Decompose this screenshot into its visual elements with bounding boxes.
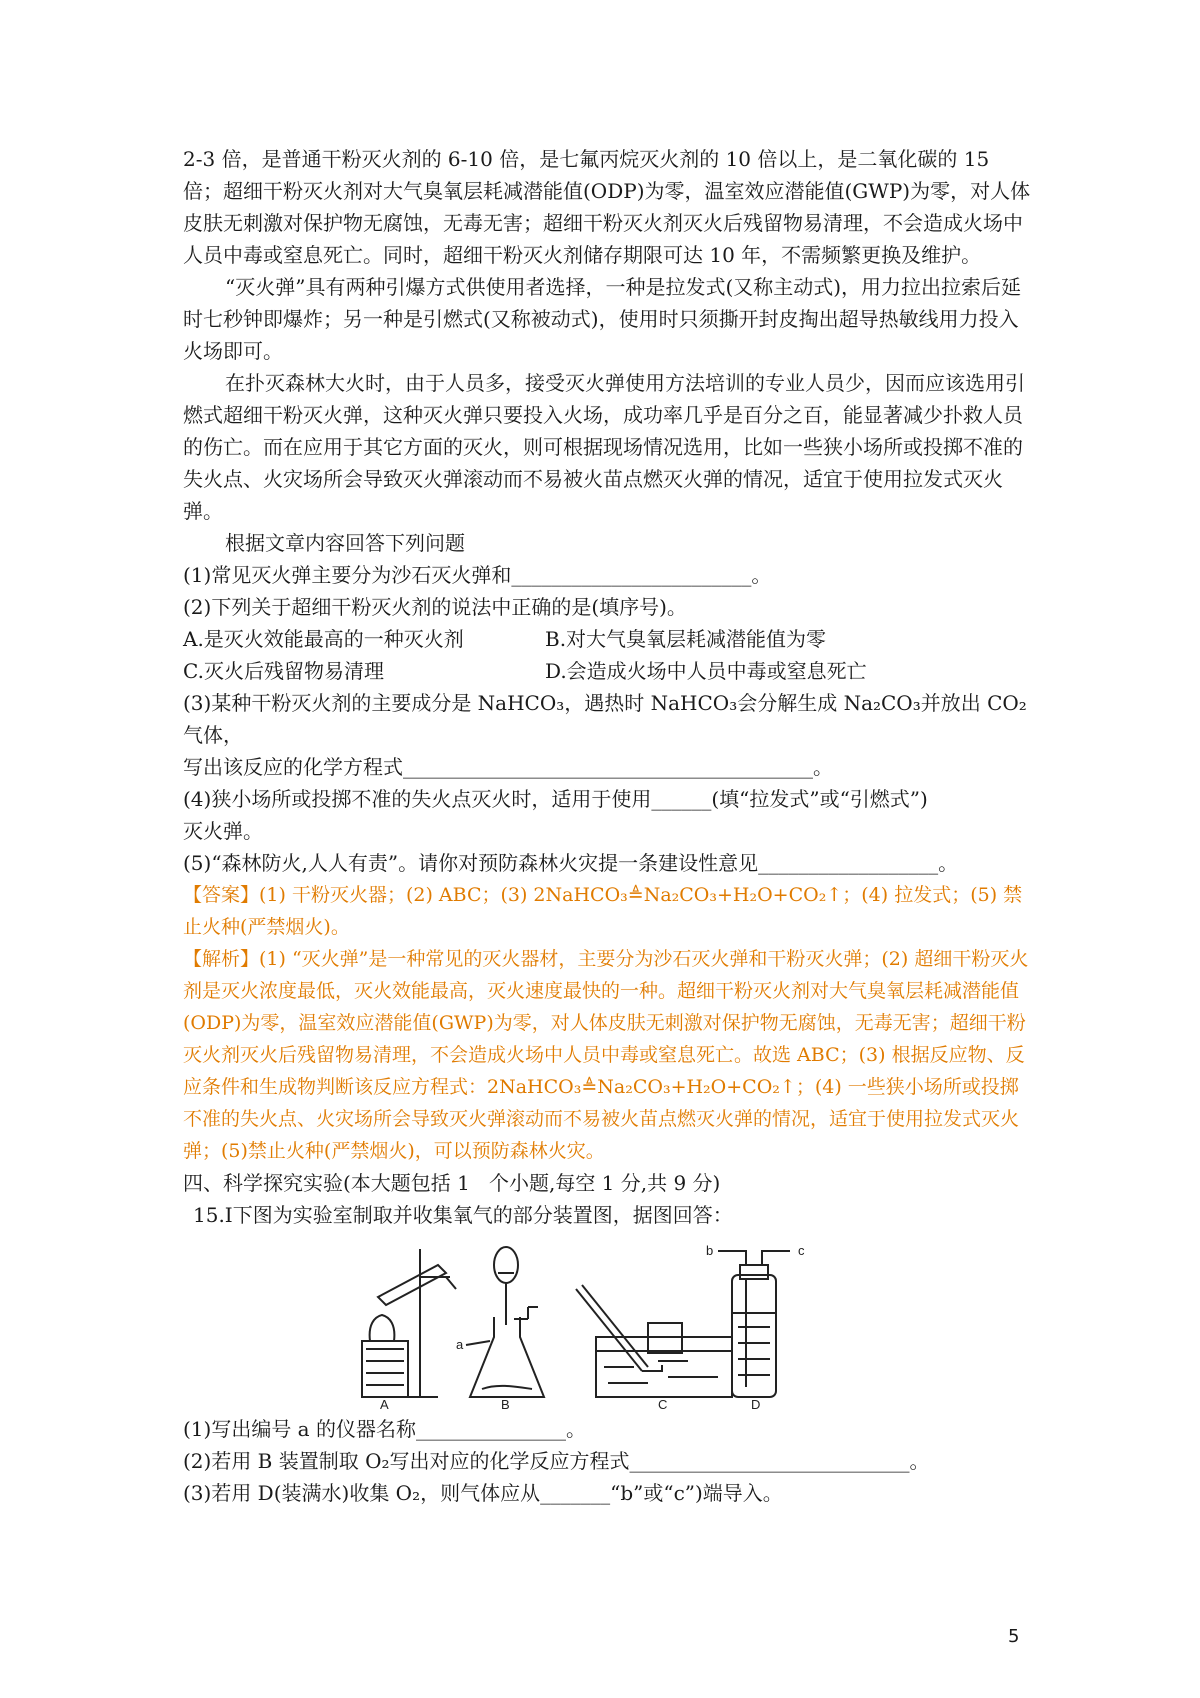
question-14-4-line1: (4)狭小场所或投掷不准的失火点灭火时，适用于使用______(填“拉发式”或“引燃式”) (183, 787, 928, 811)
option-a: A.是灭火效能最高的一种灭火剂 (183, 627, 464, 651)
option-b: B.对大气臭氧层耗减潜能值为零 (545, 627, 827, 651)
label-d-apparatus: D (751, 1397, 761, 1409)
analysis-block: 【解析】(1) “灭火弹”是一种常见的灭火器材，主要分为沙石灭火弹和干粉灭火弹；(2) 超细干粉灭火剂是灭火浓度最低，灭火效能最高，灭火速度最快的一种。超细干粉灭火剂对大气臭氧层耗减潜能值(ODP)为零，温室效应潜能值(GWP)为零，对人体皮肤无刺激对保护物无腐蚀，无毒无害；超细干粉灭火剂灭火后残留物易清理，不会造成火场中人员中毒或窒息死亡。故选 ABC；(3) 根据反应物、反应条件和生成物判断该反应方程式：2NaHCO₃≜Na₂CO₃+H₂O+CO₂↑；(4) 一些狭小场所或投掷不准的失火点、火灾场所会导致灭火弹滚动而不易被火苗点燃灭火弹的情况，适宜于使用拉发式灭火弹；(5)禁止火种(严禁烟火)，可以预防森林火灾。 (183, 948, 1029, 1162)
options-row-2 (183, 655, 1033, 687)
article-paragraph-2: “灭火弹”具有两种引爆方式供使用者选择，一种是拉发式(又称主动式)，用力拉出拉索后延时七秒钟即爆炸；另一种是引燃式(又称被动式)，使用时只须撕开封皮掏出超导热敏线用力投入火场即可。 (183, 275, 1022, 363)
question-14-3-line2: 写出该反应的化学方程式_________________________________________。 (183, 755, 833, 779)
apparatus-a (362, 1249, 456, 1397)
label-c-apparatus: C (658, 1397, 668, 1409)
label-port-c: c (798, 1243, 805, 1258)
question-14-5: (5)“森林防火,人人有责”。请你对预防森林火灾提一条建设性意见__________________。 (183, 851, 959, 875)
option-c: C.灭火后残留物易清理 (183, 659, 384, 683)
options-row-1 (183, 623, 1033, 655)
article-paragraph-3: 在扑灭森林大火时，由于人员多，接受灭火弹使用方法培训的专业人员少，因而应该选用引燃式超细干粉灭火弹，这种灭火弹只要投入火场，成功率几乎是百分之百，能显著减少扑救人员的伤亡。而在应用于其它方面的灭火，则可根据现场情况选用，比如一些狭小场所或投掷不准的失火点、火灾场所会导致灭火弹滚动而不易被火苗点燃灭火弹的情况，适宜于使用拉发式灭火弹。 (183, 371, 1025, 523)
question-14-1: (1)常见灭火弹主要分为沙石灭火弹和________________________。 (183, 563, 772, 587)
label-a-apparatus: A (380, 1397, 389, 1409)
label-instrument-a: a (456, 1337, 464, 1352)
question-15-3: (3)若用 D(装满水)收集 O₂，则气体应从_______“b”或“c”)端导入。 (183, 1481, 783, 1505)
apparatus-d (718, 1251, 790, 1397)
question-15-2: (2)若用 B 装置制取 O₂写出对应的化学反应方程式____________________________。 (183, 1449, 930, 1473)
page-content (183, 143, 1033, 1509)
apparatus-b (466, 1247, 544, 1397)
answer-block: 【答案】(1) 干粉灭火器；(2) ABC；(3) 2NaHCO₃≜Na₂CO₃+H₂O+CO₂↑；(4) 拉发式；(5) 禁止火种(严禁烟火)。 (183, 884, 1023, 938)
label-b-apparatus: B (501, 1397, 510, 1409)
question-14-4-line2: 灭火弹。 (183, 819, 263, 843)
option-d: D.会造成火场中人员中毒或窒息死亡 (545, 659, 867, 683)
section-heading: 四、科学探究实验(本大题包括 1 个小题,每空 1 分,共 9 分) (183, 1171, 721, 1195)
page-number: 5 (1008, 1626, 1020, 1647)
label-port-b: b (706, 1243, 714, 1258)
question-14-3-line1: (3)某种干粉灭火剂的主要成分是 NaHCO₃，遇热时 NaHCO₃会分解生成 Na₂CO₃并放出 CO₂气体， (183, 691, 1027, 747)
question-14-2: (2)下列关于超细干粉灭火剂的说法中正确的是(填序号)。 (183, 595, 687, 619)
question-intro: 根据文章内容回答下列问题 (225, 531, 465, 555)
question-15-1: (1)写出编号 a 的仪器名称_______________。 (183, 1417, 586, 1441)
question-15-intro: 15.Ⅰ下图为实验室制取并收集氧气的部分装置图，据图回答： (193, 1203, 733, 1227)
article-paragraph-1: 2-3 倍，是普通干粉灭火剂的 6-10 倍，是七氟丙烷灭火剂的 10 倍以上，是二氧化碳的 15 倍；超细干粉灭火剂对大气臭氧层耗减潜能值(ODP)为零，温室效应潜能值(GWP)为零，对人体皮肤无刺激对保护物无腐蚀，无毒无害；超细干粉灭火剂灭火后残留物易清理，不会造成火场中人员中毒或窒息死亡。同时，超细干粉灭火剂储存期限可达 10 年，不需频繁更换及维护。 (183, 147, 1031, 267)
apparatus-c (576, 1285, 732, 1397)
apparatus-diagram (358, 1237, 818, 1409)
apparatus-figure (183, 1237, 1033, 1409)
